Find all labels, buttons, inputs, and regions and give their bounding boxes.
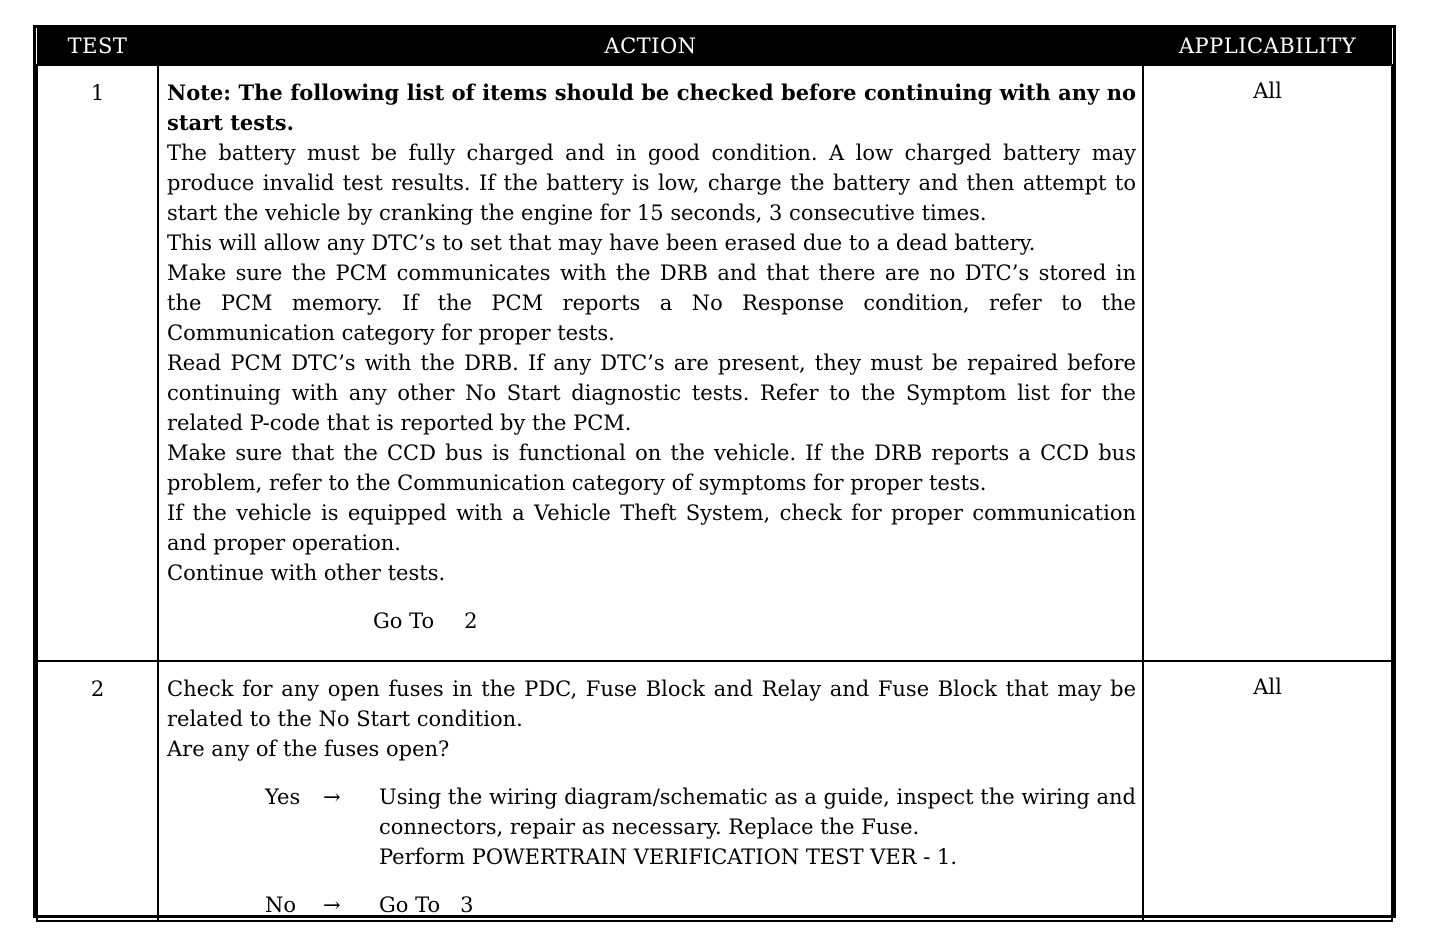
action-paragraph: Read PCM DTC’s with the DRB. If any DTC’s are present, they must be repaired before continuing with any other No Start diagnostic tests. Refer to the Symptom list for the related P-code that is reported by the PCM.	[167, 351, 1136, 435]
choice-no-label: No	[265, 893, 297, 917]
goto-label: Go To	[373, 609, 435, 633]
test-number: 2	[37, 661, 158, 921]
test-number: 1	[37, 65, 158, 661]
note-heading: Note: The following list of items should be checked before continuing with any no start tests.	[167, 80, 1136, 135]
answer-choices	[167, 782, 1136, 920]
action-paragraph: Check for any open fuses in the PDC, Fuse Block and Relay and Fuse Block that may be related to the No Start condition.	[167, 677, 1136, 731]
action-paragraph: This will allow any DTC’s to set that may have been erased due to a dead battery.	[167, 231, 1036, 255]
action-paragraph: If the vehicle is equipped with a Vehicle Theft System, check for proper communication and proper operation.	[167, 501, 1136, 555]
action-paragraph: Make sure that the CCD bus is functional on the vehicle. If the DRB reports a CCD bus problem, refer to the Communication category of symptoms for proper tests.	[167, 441, 1136, 495]
choice-no	[265, 890, 1136, 920]
goto-target: 2	[464, 609, 478, 633]
action-cell	[158, 65, 1143, 661]
choice-yes-instruction: Using the wiring diagram/schematic as a guide, inspect the wiring and connectors, repair as necessary. Replace the Fuse.	[379, 785, 1136, 839]
applicability-value: All	[1143, 661, 1392, 921]
goto-instruction	[167, 606, 1136, 636]
diagnostic-table	[36, 28, 1393, 922]
action-paragraph: Make sure the PCM communicates with the DRB and that there are no DTC’s stored in the PCM memory. If the PCM reports a No Response condition, refer to the Communication category for proper tests.	[167, 261, 1136, 345]
table-row-test-2	[37, 661, 1392, 921]
choice-no-text: Go To 3	[379, 893, 474, 917]
action-paragraph: The battery must be fully charged and in good condition. A low charged battery may produce invalid test results. If the battery is low, charge the battery and then attempt to start the vehicle by cranking the engine for 15 seconds, 3 consecutive times.	[167, 141, 1136, 225]
applicability-value: All	[1143, 65, 1392, 661]
header-applicability: APPLICABILITY	[1143, 28, 1392, 65]
choice-yes-verification: Perform POWERTRAIN VERIFICATION TEST VER - 1.	[379, 845, 958, 869]
choice-yes-text	[379, 782, 1136, 872]
header-test: TEST	[37, 28, 158, 65]
choice-yes	[265, 782, 1136, 872]
header-row	[37, 28, 1392, 65]
header-action: ACTION	[158, 28, 1143, 65]
arrow-right-icon: →	[323, 785, 341, 809]
table-row-test-1	[37, 65, 1392, 661]
arrow-right-icon: →	[323, 893, 341, 917]
action-cell	[158, 661, 1143, 921]
diagnostic-table-page	[33, 25, 1396, 918]
action-paragraph: Continue with other tests.	[167, 561, 446, 585]
choice-yes-label: Yes	[265, 785, 301, 809]
action-question: Are any of the fuses open?	[167, 737, 450, 761]
